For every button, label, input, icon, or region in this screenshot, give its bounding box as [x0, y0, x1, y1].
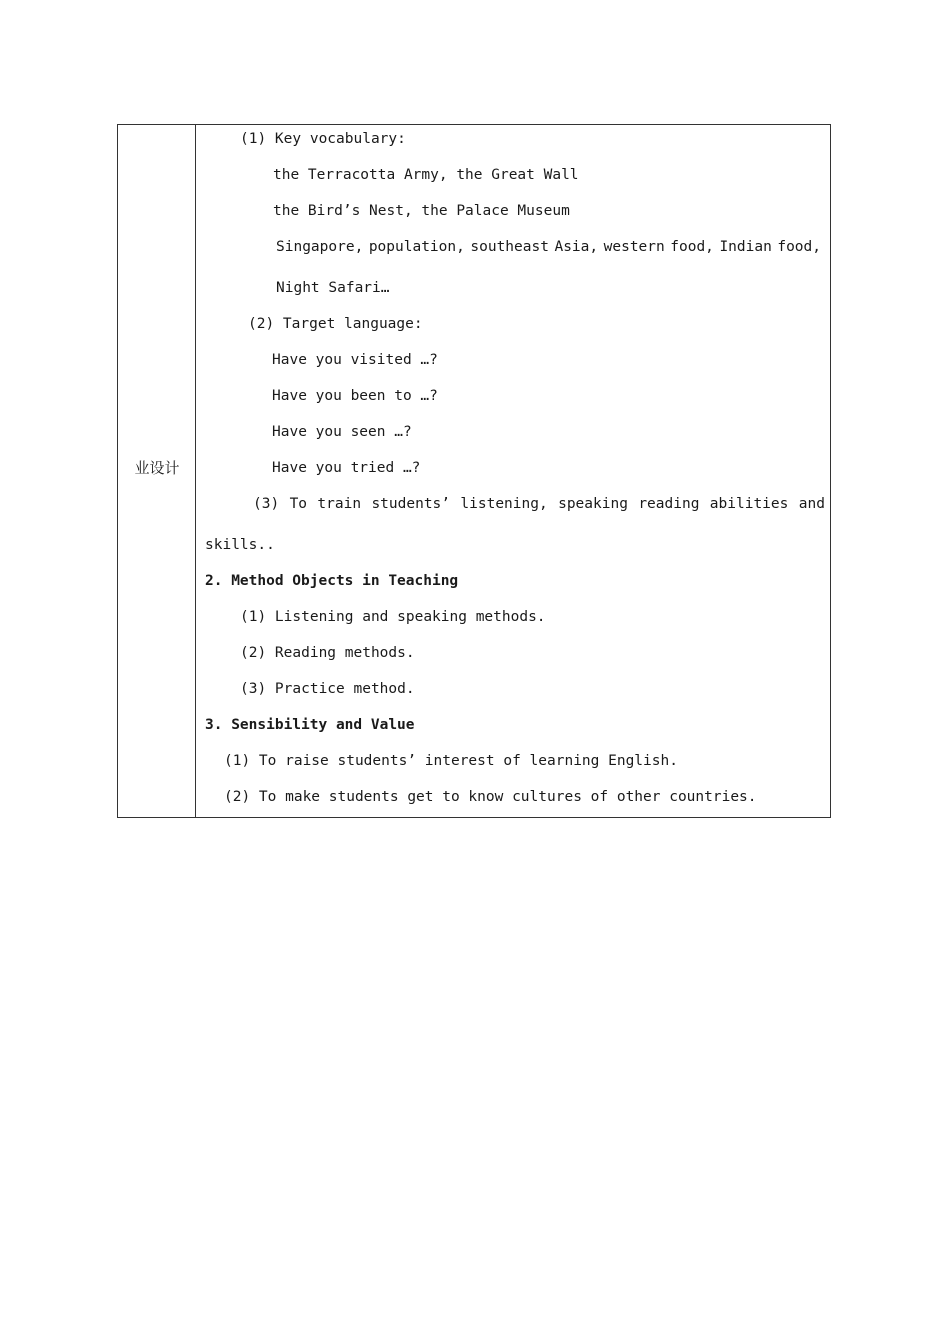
vocab-line-3-word: population, [368, 239, 465, 255]
vocab-line-3-word: western [603, 239, 665, 255]
vocab-line-3-word: food, [777, 239, 821, 255]
vocab-line-3-word: Asia, [554, 239, 599, 255]
skills-line-word: abilities [709, 496, 789, 512]
vocab-line-3-word: food, [670, 239, 714, 255]
sensibility-1: (1) To raise students’ interest of learning English. [224, 753, 678, 769]
target-sentence-1: Have you visited …? [272, 352, 438, 368]
lesson-plan-table [117, 124, 831, 818]
vocab-line-3-word: Indian [719, 239, 772, 255]
skills-line-word: speaking [558, 496, 628, 512]
method-heading: 2. Method Objects in Teaching [205, 573, 459, 589]
row-label-cell [118, 125, 196, 817]
target-sentence-3: Have you seen …? [272, 424, 412, 440]
skills-line-word: (3) [253, 496, 280, 512]
vocab-line-2: the Bird’s Nest, the Palace Museum [273, 203, 570, 219]
skills-line-word: listening, [460, 496, 548, 512]
vocab-line-3-word: southeast [470, 239, 549, 255]
method-3: (3) Practice method. [240, 681, 415, 697]
sensibility-2: (2) To make students get to know cultures of other countries. [224, 789, 757, 805]
target-sentence-4: Have you tried …? [272, 460, 421, 476]
skills-line-word: and [798, 496, 825, 512]
skills-line-word: To [289, 496, 308, 512]
skills-line-word: train [317, 496, 362, 512]
sensibility-heading: 3. Sensibility and Value [205, 717, 415, 733]
skills-line-word: students’ [371, 496, 451, 512]
method-2: (2) Reading methods. [240, 645, 415, 661]
method-1: (1) Listening and speaking methods. [240, 609, 546, 625]
target-language-heading: (2) Target language: [248, 316, 423, 332]
vocab-line-1: the Terracotta Army, the Great Wall [273, 167, 579, 183]
skills-line-word: reading [638, 496, 700, 512]
vocab-line-3 [276, 237, 821, 257]
vocab-line-4: Night Safari… [276, 280, 390, 296]
vocab-heading: (1) Key vocabulary: [240, 131, 406, 147]
target-sentence-2: Have you been to …? [272, 388, 438, 404]
skills-line [253, 494, 825, 514]
skills-line-end: skills.. [205, 537, 275, 553]
vocab-line-3-word: Singapore, [276, 239, 364, 255]
row-label: 业设计 [134, 459, 180, 477]
